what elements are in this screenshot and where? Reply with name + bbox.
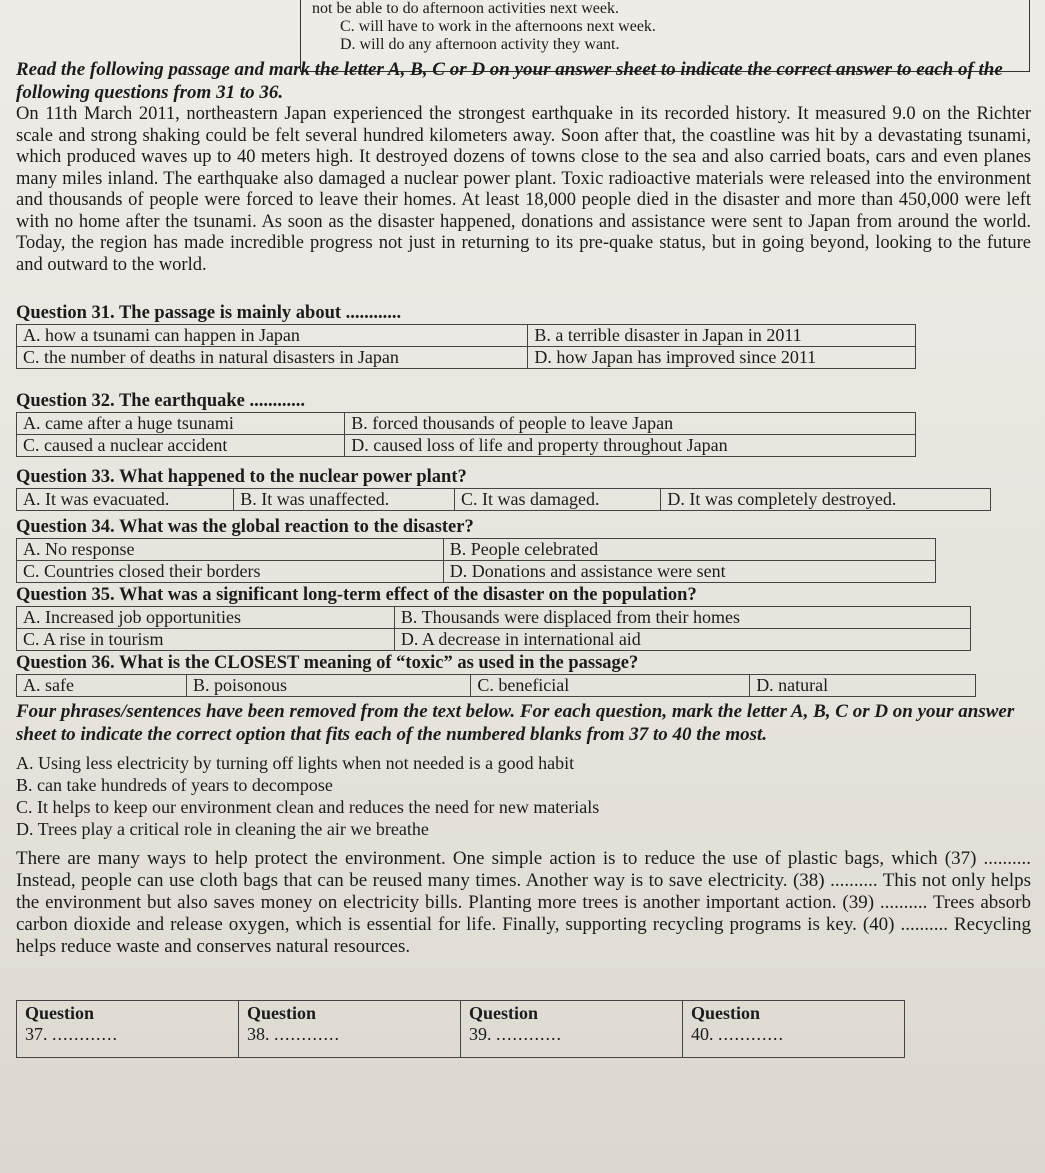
q32-option-c[interactable]: C. caused a nuclear accident: [17, 435, 345, 457]
q31-option-b[interactable]: B. a terrible disaster in Japan in 2011: [528, 325, 916, 347]
cloze-option-c: C. It helps to keep our environment clean and reduces the need for new materials: [16, 797, 600, 817]
q34-option-d[interactable]: D. Donations and assistance were sent: [443, 561, 935, 583]
q33-option-d[interactable]: D. It was completely destroyed.: [661, 489, 991, 511]
question-34: [16, 516, 1031, 583]
answer-40-blank: ............: [718, 1024, 784, 1044]
question-35-title: Question 35. What was a significant long-term effect of the disaster on the population?: [16, 585, 697, 605]
q33-option-a[interactable]: A. It was evacuated.: [17, 489, 234, 511]
q34-option-a[interactable]: A. No response: [17, 539, 444, 561]
prev-option-c: C. will have to work in the afternoons next week.: [340, 18, 656, 35]
answer-38-blank: ............: [274, 1024, 340, 1044]
cloze-option-a: A. Using less electricity by turning off lights when not needed is a good habit: [16, 753, 575, 773]
q33-option-b[interactable]: B. It was unaffected.: [234, 489, 455, 511]
q32-option-a[interactable]: A. came after a huge tsunami: [17, 413, 345, 435]
q35-option-c[interactable]: C. A rise in tourism: [17, 629, 395, 651]
question-31-title: Question 31. The passage is mainly about ............: [16, 303, 402, 323]
question-36-options: [16, 674, 976, 697]
answer-37-blank: ............: [52, 1024, 118, 1044]
q36-option-c[interactable]: C. beneficial: [471, 675, 750, 697]
q35-option-a[interactable]: A. Increased job opportunities: [17, 607, 395, 629]
answer-cell-38[interactable]: [239, 1001, 461, 1058]
question-34-options: [16, 538, 936, 583]
question-33-title: Question 33. What happened to the nuclear power plant?: [16, 467, 467, 487]
q34-option-b[interactable]: B. People celebrated: [443, 539, 935, 561]
question-32-options: [16, 412, 916, 457]
answer-cell-39[interactable]: [461, 1001, 683, 1058]
question-31: [16, 302, 1031, 369]
prev-option-tail: not be able to do afternoon activities next week.: [312, 0, 620, 17]
cloze-instruction: Four phrases/sentences have been removed from the text below. For each question, mark the letter A, B, C or D on your answer sheet to indicate the correct option that fits each of the numbered blanks from 37 to 40 the most.: [16, 701, 1015, 745]
answer-39-number: 39.: [469, 1024, 492, 1044]
answer-39-label: Question: [469, 1003, 539, 1023]
q31-option-d[interactable]: D. how Japan has improved since 2011: [528, 347, 916, 369]
question-32: [16, 390, 1031, 457]
cloze-options: [16, 752, 1031, 840]
answer-39-blank: ............: [496, 1024, 562, 1044]
q36-option-a[interactable]: A. safe: [17, 675, 187, 697]
prev-option-d: D. will do any afternoon activity they want.: [340, 36, 620, 53]
q36-option-d[interactable]: D. natural: [750, 675, 976, 697]
q31-option-a[interactable]: A. how a tsunami can happen in Japan: [17, 325, 528, 347]
question-36-title: Question 36. What is the CLOSEST meaning of “toxic” as used in the passage?: [16, 653, 639, 673]
q35-option-b[interactable]: B. Thousands were displaced from their homes: [394, 607, 970, 629]
cloze-option-b: B. can take hundreds of years to decompose: [16, 775, 333, 795]
question-31-options: [16, 324, 916, 369]
answer-table: [16, 1000, 905, 1058]
question-33-options: [16, 488, 991, 511]
q35-option-d[interactable]: D. A decrease in international aid: [394, 629, 970, 651]
answer-37-label: Question: [25, 1003, 95, 1023]
q32-option-d[interactable]: D. caused loss of life and property throughout Japan: [345, 435, 916, 457]
answer-cell-40[interactable]: [683, 1001, 905, 1058]
question-32-title: Question 32. The earthquake ............: [16, 391, 306, 411]
q34-option-c[interactable]: C. Countries closed their borders: [17, 561, 444, 583]
answer-38-label: Question: [247, 1003, 317, 1023]
answer-40-number: 40.: [691, 1024, 714, 1044]
q32-option-b[interactable]: B. forced thousands of people to leave Japan: [345, 413, 916, 435]
q33-option-c[interactable]: C. It was damaged.: [455, 489, 661, 511]
reading-instruction: Read the following passage and mark the letter A, B, C or D on your answer sheet to indicate the correct answer to each of the following questions from 31 to 36.: [16, 59, 1003, 103]
answer-grid: [16, 1000, 1031, 1058]
answer-40-label: Question: [691, 1003, 761, 1023]
question-33: [16, 466, 1031, 511]
answer-38-number: 38.: [247, 1024, 270, 1044]
previous-question-options: [300, 0, 1040, 54]
answer-37-number: 37.: [25, 1024, 48, 1044]
cloze-option-d: D. Trees play a critical role in cleaning the air we breathe: [16, 819, 429, 839]
question-36: [16, 652, 1031, 697]
answer-cell-37[interactable]: [17, 1001, 239, 1058]
cloze-passage: There are many ways to help protect the environment. One simple action is to reduce the use of plastic bags, which (37) .......... Instead, people can use cloth bags that can be reused many times. Another way is to save electricity. (38) .......... This not only helps the environment but also saves money on electricity bills. Planting more trees is another important action. (39) .......... Trees absorb carbon dioxide and release oxygen, which is essential for life. Finally, supporting recycling programs is key. (40) .......... Recycling helps reduce waste and conserves natural resources.: [16, 848, 1031, 957]
question-35-options: [16, 606, 971, 651]
question-35: [16, 584, 1031, 651]
q36-option-b[interactable]: B. poisonous: [186, 675, 470, 697]
reading-passage: On 11th March 2011, northeastern Japan experienced the strongest earthquake in its recorded history. It measured 9.0 on the Richter scale and strong shaking could be felt several hundred kilometers away. Soon after that, the coastline was hit by a devastating tsunami, which produced waves up to 40 meters high. It destroyed dozens of towns close to the sea and also carried boats, cars and even planes many miles inland. The earthquake also damaged a nuclear power plant. Toxic radioactive materials were released into the environment and thousands of people were forced to leave their homes. At least 18,000 people died in the disaster and more than 450,000 were left with no home after the tsunami. As soon as the disaster happened, donations and assistance were sent to Japan from around the world. Today, the region has made incredible progress not just in returning to its pre-quake status, but in going beyond, looking to the future and outward to the world.: [16, 104, 1031, 275]
question-34-title: Question 34. What was the global reaction to the disaster?: [16, 517, 474, 537]
q31-option-c[interactable]: C. the number of deaths in natural disasters in Japan: [17, 347, 528, 369]
